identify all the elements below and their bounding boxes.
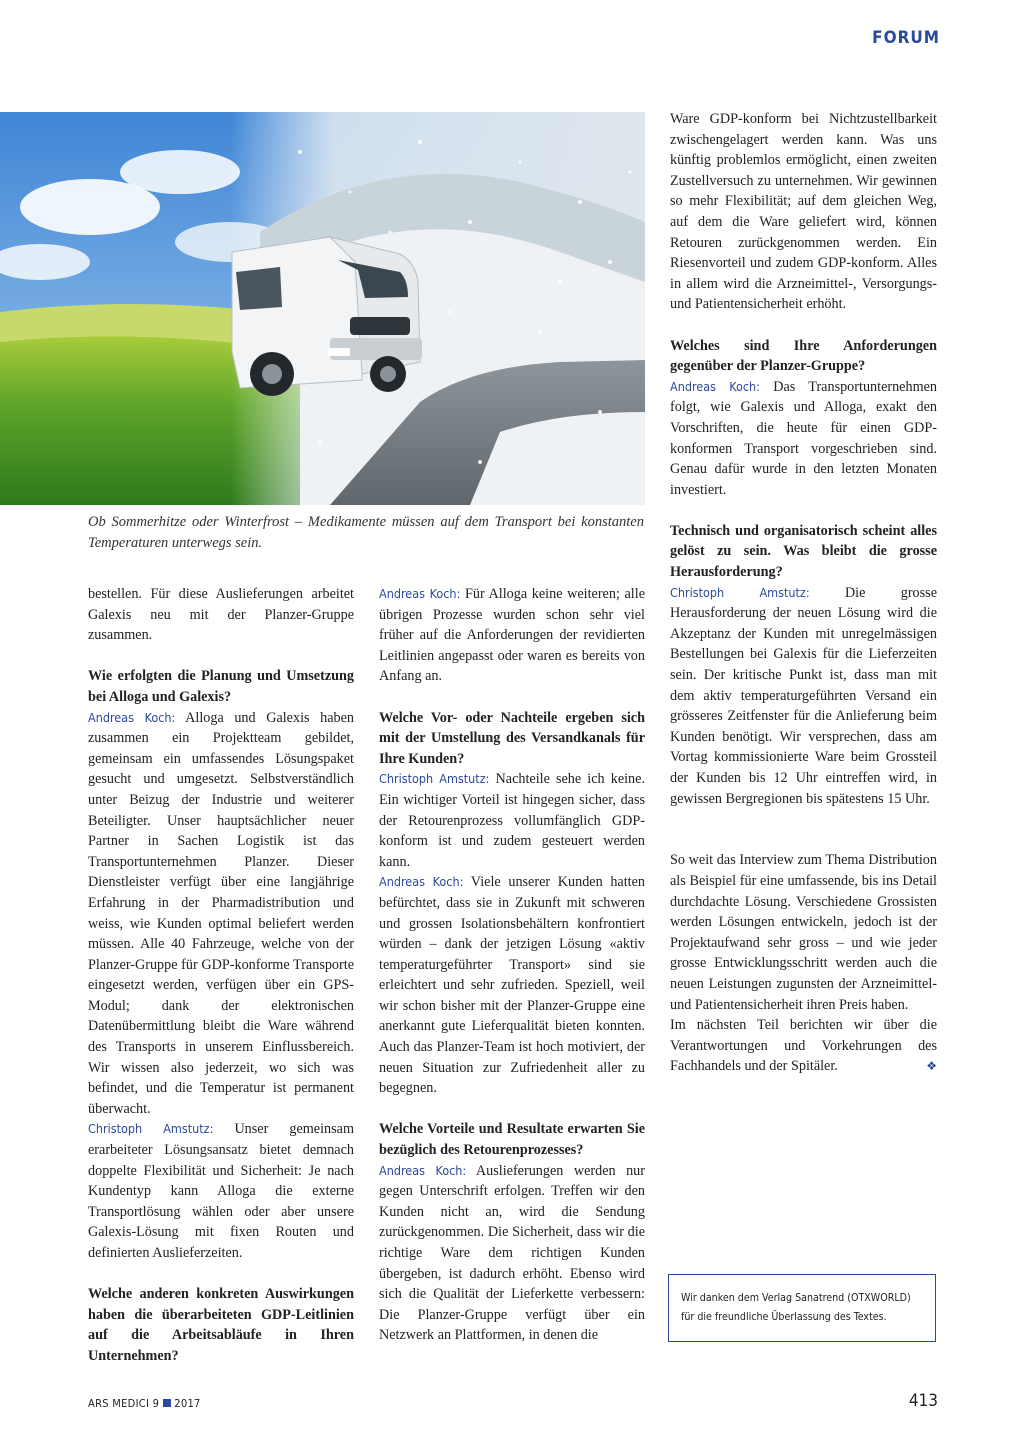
answer-paragraph: Andreas Koch: Viele unserer Kunden hatten befürchtet, dass sie in Zukunft mit schweren und grossen Isolationsbehältern konfrontiert würden – dank der jetzigen Lösung «aktiv temperaturgeführter Transport» sind sie erleichtert und sehr zufrieden. Speziell, weil wir schon bisher mit der Planzer-Gruppe eine anerkannt gute Lieferqualität bieten konnten. Auch das Planzer-Team ist hoch motiviert, der neuen Situation zur Zufriedenheit aller zu begegnen. bbox=[379, 874, 646, 1097]
van-summer-winter-image bbox=[0, 112, 645, 505]
speaker-name: Christoph Amstutz: bbox=[88, 1121, 214, 1137]
answer-paragraph: Christoph Amstutz: Die grosse Herausforderung der neuen Lösung wird die Akzeptanz der Kunden mit unregelmässigen Bestellungen bei Galexis für die Lieferzeiten sein. Der kritische Punkt ist, dass man mit dem aktiv temperaturgeführten Versand ein grösseres Zeitfenster für die Anlieferung beim Kunden benötigt. Wir versprechen, dass am Vortag kommissionierte Ware beim Grossteil der Kunden bis 12 Uhr eintreffen wird, in gewissen Bergregionen bis spätestens 15 Uhr. bbox=[670, 584, 937, 807]
answer-paragraph: Andreas Koch: Das Transportunternehmen folgt, wie Galexis und Alloga, exakt den Vorschriften, die heute für einen GDP-konformen Transport vorgeschrieben sind. Genau dafür wurde in den letzten Monaten investiert. bbox=[670, 378, 938, 498]
answer-paragraph: Andreas Koch: Auslieferungen werden nur gegen Unterschrift erfolgen. Treffen wir den Kunden nicht an, wird die Sendung zurückgenommen. Die Sicherheit, dass wir die richtige Ware dem richtigen Kunden übergeben, ist dadurch erhöht. Ebenso wird sich die Qualität der Lieferkette verbessern: Die Planzer-Gruppe verfügt über ein Netzwerk an Plattformen, in denen die bbox=[379, 1162, 646, 1344]
figure-caption: Ob Sommerhitze oder Winterfrost – Medikamente müssen auf dem Transport bei konstanten Temperaturen unterwegs sein. bbox=[88, 514, 644, 551]
square-separator-icon bbox=[163, 1399, 171, 1407]
column-3 bbox=[670, 109, 937, 1077]
answer-paragraph: Christoph Amstutz: Unser gemeinsam erarbeiteter Lösungsansatz bietet demnach doppelte Flexibilität und Sicherheit: Je nach Kundentyp kann Alloga die externe Transportlösung wählen oder aber unsere Galexis-Lösung mit fixen Routen und definierten Auslieferzeiten. bbox=[88, 1121, 354, 1261]
speaker-name: Christoph Amstutz: bbox=[379, 771, 490, 787]
column-2 bbox=[379, 584, 645, 1346]
speaker-name: Andreas Koch: bbox=[379, 586, 461, 601]
journal-name: ARS MEDICI 9 bbox=[88, 1397, 160, 1410]
paragraph: Ware GDP-konform bei Nichtzustellbarkeit zwischengelagert werden kann. Was uns künftig problemlos ermöglicht, einen zweiten Zustellversuch zu unternehmen. Wir gewinnen so mehr Flexibilität; auf dem gleichen Weg, auf dem die Ware geliefert wird, können Retouren zurückgenommen werden. Ein Riesenvorteil und zudem GDP-konform. Alles in allem wird die Arzneimittel-, Versorgungs- und Patientensicherheit erhöht. bbox=[670, 111, 937, 313]
speaker-name: Christoph Amstutz: bbox=[670, 584, 810, 600]
acknowledgement-line: Wir danken dem Verlag Sanatrend (OTXWORLD) bbox=[681, 1292, 911, 1304]
answer-paragraph: Andreas Koch: Für Alloga keine weiteren; alle übrigen Prozesse wurden schon sehr viel früher auf die Anforderungen der revidierten Leitlinien angepasst oder waren es bereits von Anfang an. bbox=[379, 586, 645, 685]
column-1 bbox=[88, 584, 354, 1367]
speaker-name: Andreas Koch: bbox=[670, 378, 760, 394]
question-heading: Welche Vorteile und Resultate erwarten Sie bezüglich des Retourenprozesses? bbox=[379, 1121, 645, 1159]
acknowledgement-box bbox=[668, 1274, 936, 1342]
speaker-name: Andreas Koch: bbox=[88, 709, 176, 725]
page-number: 413 bbox=[908, 1391, 938, 1411]
section-label: FORUM bbox=[872, 28, 940, 48]
end-mark-icon: ❖ bbox=[926, 1059, 937, 1074]
question-heading: Welche Vor- oder Nachteile ergeben sich mit der Umstellung des Versandkanals für Ihre Kunden? bbox=[379, 709, 645, 767]
question-heading: Welche anderen konkreten Auswirkungen haben die überarbeiteten GDP-Leitlinien auf die Arbeitsabläufe in Ihren Unternehmen? bbox=[88, 1286, 354, 1364]
speaker-name: Andreas Koch: bbox=[379, 874, 464, 890]
closing-paragraph: Im nächsten Teil berichten wir über die Verantwortungen und Vorkehrungen des Fachhandels und der Spitäler. ❖ bbox=[670, 1015, 937, 1077]
paragraph: bestellen. Für diese Auslieferungen arbeitet Galexis neu mit der Planzer-Gruppe zusammen. bbox=[88, 586, 354, 644]
answer-paragraph: Christoph Amstutz: Nachteile sehe ich keine. Ein wichtiger Vorteil ist hingegen sicher, dass der Retourenprozess vollumfänglich GDP-konform ist und zudem gesteuert werden kann. bbox=[379, 771, 645, 870]
question-heading: Welches sind Ihre Anforderungen gegenüber der Planzer-Gruppe? bbox=[670, 337, 937, 375]
footer-journal bbox=[88, 1397, 201, 1410]
question-heading: Wie erfolgten die Planung und Umsetzung bei Alloga und Galexis? bbox=[88, 668, 354, 705]
answer-paragraph: Andreas Koch: Alloga und Galexis haben zusammen ein Projektteam gebildet, gemeinsam ein umfassendes Lösungspaket gesucht und umgesetzt. Selbstverständlich unter Beizug der Industrie und weiterer Beteiligter. Unser hauptsächlicher neuer Partner in Sachen Logistik ist das Transportunternehmen Planzer. Dieser Dienstleister verfügt über eine langjährige Erfahrung in der Pharmadistribution und weiss, wie Kunden optimal beliefert werden müssen. Alle 40 Fahrzeuge, welche von der Planzer-Gruppe für GDP-konforme Transporte eingesetzt werden, verfügen über ein GPS-Modul; dank der elektronischen Datenübermittlung bleibt die Ware während des Transports in unserem Einflussbereich. Wir wissen also jederzeit, wo sich was befindet, und die Temperatur ist permanent überwacht. bbox=[88, 709, 355, 1117]
closing-paragraph: So weit das Interview zum Thema Distribution als Beispiel für eine umfassende, bis ins Detail durchdachte Lösung. Verschiedene Grossisten werden Lösungen entwickeln, jedoch ist der Projektaufwand sehr gross – und wie jeder grosse Entwicklungsschritt werden auch die neuen Leistungen zugunsten der Arzneimittel- und Patientensicherheit ihren Preis haben. bbox=[670, 852, 937, 1013]
acknowledgement-line: für die freundliche Überlassung des Textes. bbox=[681, 1311, 887, 1323]
journal-year: 2017 bbox=[174, 1397, 201, 1410]
speaker-name: Andreas Koch: bbox=[379, 1162, 467, 1178]
article-photo bbox=[0, 112, 645, 505]
question-heading: Technisch und organisatorisch scheint alles gelöst zu sein. Was bleibt die grosse Herausforderung? bbox=[670, 522, 937, 581]
